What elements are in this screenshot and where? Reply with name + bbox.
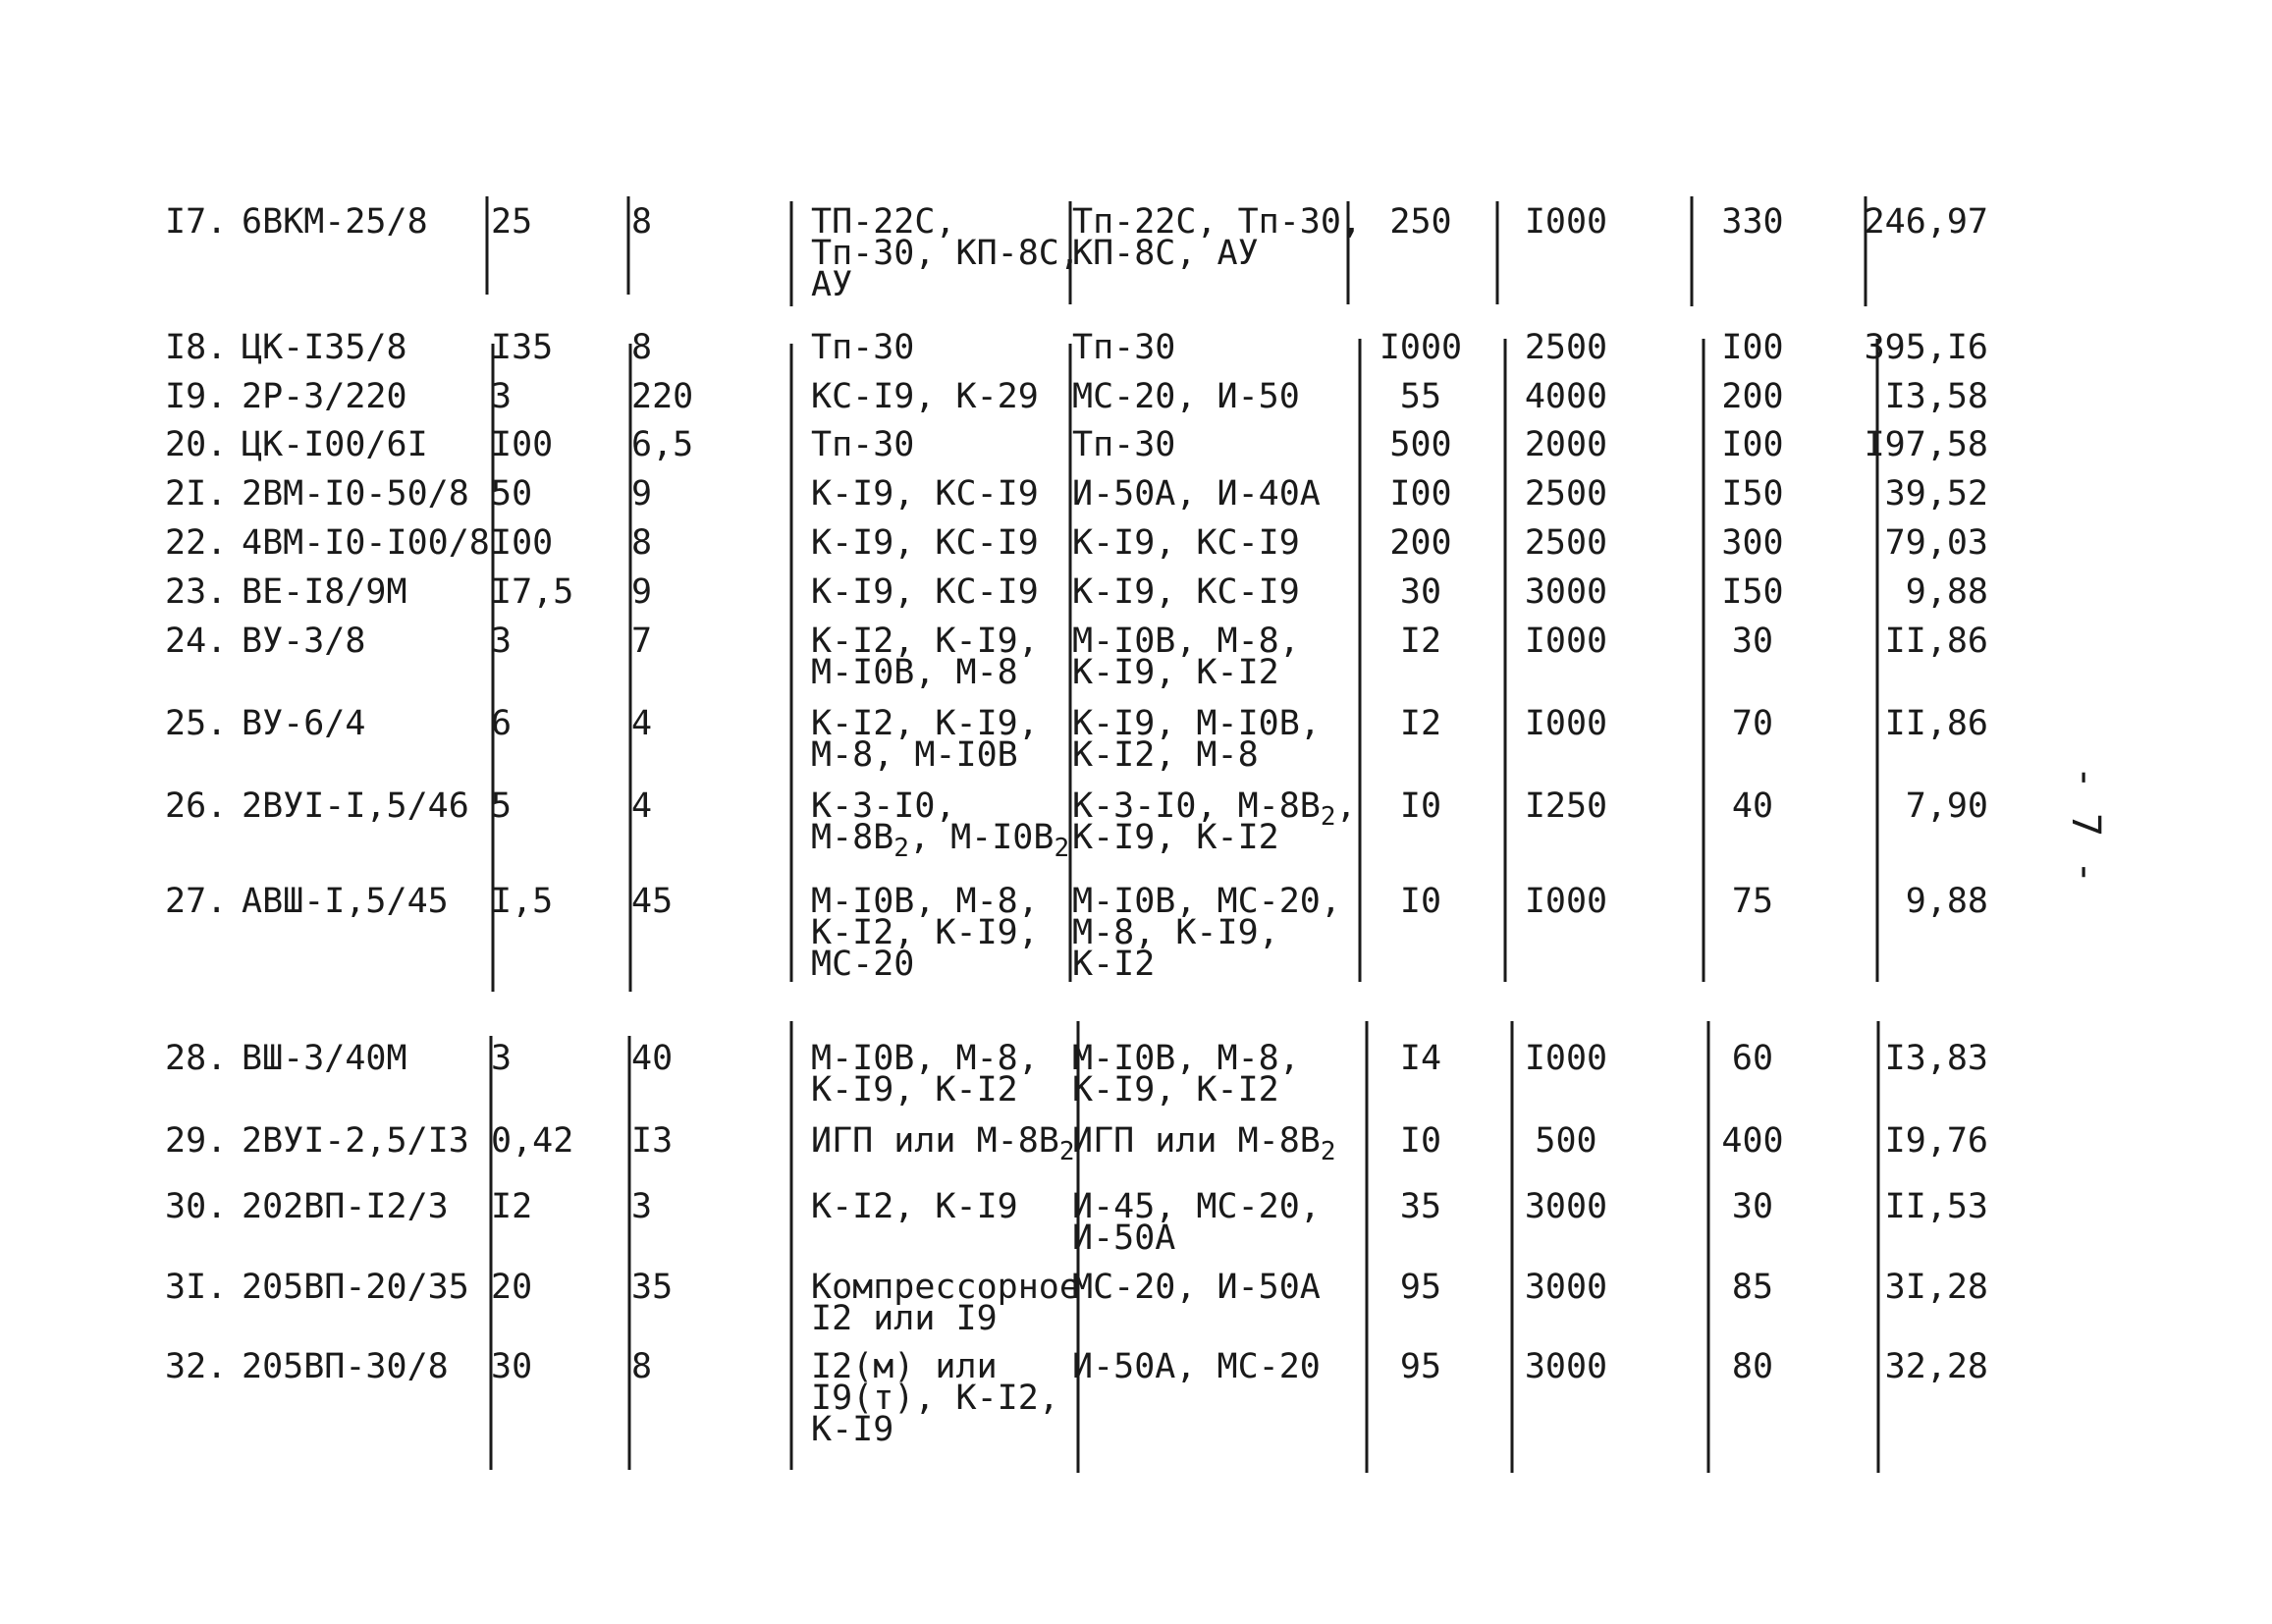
row-number: 22. <box>165 523 228 563</box>
value-col9: 330 <box>1721 202 1784 242</box>
pressure-value: 3 <box>631 1187 653 1226</box>
value-col7: I000 <box>1379 328 1463 367</box>
value-col8: 3000 <box>1524 1187 1608 1226</box>
value-col7: 95 <box>1399 1268 1442 1307</box>
compressor-model: ВЕ-I8/9М <box>242 572 407 612</box>
row-number: 27. <box>165 882 228 921</box>
oil-main <box>811 474 1039 514</box>
pressure-value: 8 <box>631 1347 653 1386</box>
pressure-value: 8 <box>631 523 653 563</box>
row-number: I9. <box>165 377 228 416</box>
compressor-model: 4ВМ-I0-I00/8 <box>242 523 490 563</box>
oil-main-line: К-I9, К-I2 <box>811 1070 1018 1110</box>
capacity-value: I2 <box>491 1187 533 1226</box>
value-col9: 300 <box>1721 523 1784 563</box>
oil-main-line: К-I2, К-I9, <box>811 913 1039 952</box>
oil-main-line: КС-I9, К-29 <box>811 377 1039 416</box>
oil-main <box>811 377 1039 416</box>
oil-main-line: I2(м) или <box>811 1347 998 1386</box>
pressure-value: 7 <box>631 622 653 661</box>
compressor-model: ВШ-3/40М <box>242 1039 407 1078</box>
value-col9: 80 <box>1731 1347 1774 1386</box>
oil-main <box>811 1347 1059 1449</box>
oil-main <box>811 882 1039 984</box>
compressor-model: 2ВМ-I0-50/8 <box>242 474 469 514</box>
oil-main <box>811 1039 1039 1110</box>
row-number: 25. <box>165 704 228 743</box>
oil-main-line: К-3-I0, <box>811 786 956 826</box>
oil-main-line: К-I9, КС-I9 <box>811 474 1039 514</box>
value-col10: 32,28 <box>1884 1347 1988 1386</box>
value-col9: 30 <box>1731 1187 1774 1226</box>
value-col10: I9,76 <box>1884 1121 1988 1161</box>
oil-alternative-line: КП-8С, АУ <box>1072 234 1259 273</box>
compressor-model: 2Р-3/220 <box>242 377 407 416</box>
compressor-model: 6ВКМ-25/8 <box>242 202 428 242</box>
value-col7: I2 <box>1399 622 1442 661</box>
value-col9: I00 <box>1721 425 1784 464</box>
oil-main-line: Тп-30 <box>811 328 915 367</box>
oil-main <box>811 425 915 464</box>
oil-alternative-line: К-I9, КС-I9 <box>1072 572 1300 612</box>
pressure-value: 4 <box>631 786 653 826</box>
oil-alternative-line: М-I0В, М-8, <box>1072 622 1300 661</box>
oil-alternative <box>1072 572 1300 612</box>
oil-main-line: К-I2, К-I9, <box>811 622 1039 661</box>
oil-alternative <box>1072 704 1321 775</box>
compressor-model: ЦК-I00/6I <box>242 425 428 464</box>
compressor-model: 2ВУI-I,5/46 <box>242 786 469 826</box>
row-number: 30. <box>165 1187 228 1226</box>
pressure-value: I3 <box>631 1121 674 1161</box>
value-col7: 250 <box>1389 202 1452 242</box>
value-col9: I00 <box>1721 328 1784 367</box>
oil-alternative-line: К-I2 <box>1072 945 1156 984</box>
value-col9: 400 <box>1721 1121 1784 1161</box>
oil-alternative-line: М-I0В, МС-20, <box>1072 882 1341 921</box>
pressure-value: 35 <box>631 1268 674 1307</box>
value-col8: 3000 <box>1524 1347 1608 1386</box>
value-col8: 3000 <box>1524 572 1608 612</box>
oil-main <box>811 786 1070 863</box>
oil-alternative <box>1072 622 1300 692</box>
oil-main-line: К-I9 <box>811 1410 894 1449</box>
capacity-value: 25 <box>491 202 533 242</box>
oil-alternative-line: К-I2, М-8 <box>1072 735 1259 775</box>
value-col7: 500 <box>1389 425 1452 464</box>
capacity-value: I00 <box>491 425 554 464</box>
row-number: 29. <box>165 1121 228 1161</box>
value-col8: 2500 <box>1524 523 1608 563</box>
oil-alternative <box>1072 377 1300 416</box>
capacity-value: I35 <box>491 328 554 367</box>
oil-main <box>811 704 1039 775</box>
oil-alternative <box>1072 328 1176 367</box>
value-col8: I000 <box>1524 1039 1608 1078</box>
oil-main-line: К-I2, К-I9, <box>811 704 1039 743</box>
pressure-value: 220 <box>631 377 694 416</box>
value-col9: I50 <box>1721 572 1784 612</box>
value-col7: I0 <box>1399 882 1442 921</box>
compressor-model: 205ВП-30/8 <box>242 1347 449 1386</box>
value-col8: I000 <box>1524 704 1608 743</box>
oil-alternative-line: Тп-22С, Тп-30, <box>1072 202 1363 242</box>
row-number: 32. <box>165 1347 228 1386</box>
oil-alternative <box>1072 1039 1300 1110</box>
row-number: 2I. <box>165 474 228 514</box>
value-col7: 35 <box>1399 1187 1442 1226</box>
capacity-value: 3 <box>491 622 513 661</box>
oil-alternative <box>1072 202 1363 273</box>
value-col7: I4 <box>1399 1039 1442 1078</box>
compressor-model: 205ВП-20/35 <box>242 1268 469 1307</box>
value-col8: 3000 <box>1524 1268 1608 1307</box>
value-col9: I50 <box>1721 474 1784 514</box>
value-col10: 39,52 <box>1884 474 1988 514</box>
pressure-value: 40 <box>631 1039 674 1078</box>
value-col10: 395,I6 <box>1864 328 1988 367</box>
oil-main-line: МС-20 <box>811 945 915 984</box>
oil-main <box>811 622 1039 692</box>
pressure-value: 6,5 <box>631 425 694 464</box>
value-col8: 500 <box>1535 1121 1597 1161</box>
oil-alternative-line: Тп-30 <box>1072 328 1176 367</box>
value-col7: 30 <box>1399 572 1442 612</box>
page-number: - 7 - <box>2063 765 2109 885</box>
oil-alternative <box>1072 1187 1321 1258</box>
row-number: 26. <box>165 786 228 826</box>
value-col8: 2000 <box>1524 425 1608 464</box>
oil-main-line: $М-8В_2$, $М-I0В_2$ <box>811 818 1070 863</box>
oil-alternative <box>1072 474 1321 514</box>
value-col10: 246,97 <box>1864 202 1988 242</box>
oil-alternative-line: И-45, МС-20, <box>1072 1187 1321 1226</box>
value-col9: 200 <box>1721 377 1784 416</box>
oil-main <box>811 572 1039 612</box>
oil-alternative <box>1072 425 1176 464</box>
oil-main <box>811 328 915 367</box>
value-col7: 55 <box>1399 377 1442 416</box>
value-col9: 85 <box>1731 1268 1774 1307</box>
value-col8: 4000 <box>1524 377 1608 416</box>
oil-alternative-line: М-8, К-I9, <box>1072 913 1279 952</box>
value-col7: I0 <box>1399 1121 1442 1161</box>
value-col10: I3,58 <box>1884 377 1988 416</box>
capacity-value: I7,5 <box>491 572 574 612</box>
oil-alternative <box>1072 523 1300 563</box>
oil-alternative-line: К-I9, КС-I9 <box>1072 523 1300 563</box>
oil-main-line: М-I0В, М-8, <box>811 1039 1039 1078</box>
oil-alternative <box>1072 1268 1321 1307</box>
value-col9: 70 <box>1731 704 1774 743</box>
oil-alternative-line: И-50А, МС-20 <box>1072 1347 1321 1386</box>
oil-alternative <box>1072 1347 1321 1386</box>
row-number: 23. <box>165 572 228 612</box>
capacity-value: 3 <box>491 1039 513 1078</box>
compressor-model: 202ВП-I2/3 <box>242 1187 449 1226</box>
value-col10: 9,88 <box>1905 572 1988 612</box>
value-col9: 40 <box>1731 786 1774 826</box>
value-col7: I0 <box>1399 786 1442 826</box>
oil-main-line: М-I0В, М-8, <box>811 882 1039 921</box>
oil-main-line: М-I0В, М-8 <box>811 653 1018 692</box>
oil-alternative-line: ИГП или $М-8В_2$ <box>1072 1121 1336 1166</box>
oil-main <box>811 1187 1018 1226</box>
row-number: I8. <box>165 328 228 367</box>
oil-main <box>811 1268 1080 1338</box>
pressure-value: 8 <box>631 328 653 367</box>
pressure-value: 9 <box>631 474 653 514</box>
row-number: 3I. <box>165 1268 228 1307</box>
pressure-value: 9 <box>631 572 653 612</box>
value-col9: 30 <box>1731 622 1774 661</box>
row-number: 24. <box>165 622 228 661</box>
oil-alternative <box>1072 882 1341 984</box>
oil-alternative-line: И-50А <box>1072 1218 1176 1258</box>
value-col8: I000 <box>1524 622 1608 661</box>
capacity-value: 50 <box>491 474 533 514</box>
pressure-value: 4 <box>631 704 653 743</box>
value-col10: II,86 <box>1884 622 1988 661</box>
oil-alternative-line: Тп-30 <box>1072 425 1176 464</box>
compressor-model: ВУ-3/8 <box>242 622 366 661</box>
pressure-value: 8 <box>631 202 653 242</box>
compressor-model: ВУ-6/4 <box>242 704 366 743</box>
oil-main-line: Тп-30, КП-8С, <box>811 234 1080 273</box>
oil-alternative-line: М-I0В, М-8, <box>1072 1039 1300 1078</box>
oil-alternative-line: К-3-I0, $М-8В_2$, <box>1072 786 1357 832</box>
capacity-value: 20 <box>491 1268 533 1307</box>
compressor-model: АВШ-I,5/45 <box>242 882 449 921</box>
capacity-value: 0,42 <box>491 1121 574 1161</box>
row-number: 20. <box>165 425 228 464</box>
value-col8: I250 <box>1524 786 1608 826</box>
value-col10: 79,03 <box>1884 523 1988 563</box>
compressor-model: ЦК-I35/8 <box>242 328 407 367</box>
oil-main-line: I2 или I9 <box>811 1299 998 1338</box>
oil-main-line: ТП-22С, <box>811 202 956 242</box>
oil-main-line: К-I9, КС-I9 <box>811 523 1039 563</box>
capacity-value: 3 <box>491 377 513 416</box>
pressure-value: 45 <box>631 882 674 921</box>
value-col9: 60 <box>1731 1039 1774 1078</box>
oil-main <box>811 202 1080 304</box>
capacity-value: 5 <box>491 786 513 826</box>
value-col10: 3I,28 <box>1884 1268 1988 1307</box>
value-col7: 200 <box>1389 523 1452 563</box>
compressor-model: 2ВУI-2,5/I3 <box>242 1121 469 1161</box>
value-col10: II,86 <box>1884 704 1988 743</box>
oil-main-line: АУ <box>811 265 853 304</box>
oil-alternative <box>1072 1121 1336 1166</box>
value-col10: 7,90 <box>1905 786 1988 826</box>
oil-main <box>811 1121 1075 1166</box>
value-col10: 9,88 <box>1905 882 1988 921</box>
value-col7: 95 <box>1399 1347 1442 1386</box>
row-number: I7. <box>165 202 228 242</box>
row-number: 28. <box>165 1039 228 1078</box>
capacity-value: 6 <box>491 704 513 743</box>
oil-alternative-line: К-I9, М-I0В, <box>1072 704 1321 743</box>
value-col8: 2500 <box>1524 328 1608 367</box>
oil-alternative <box>1072 786 1357 857</box>
oil-main-line: К-I9, КС-I9 <box>811 572 1039 612</box>
oil-main-line: К-I2, К-I9 <box>811 1187 1018 1226</box>
value-col9: 75 <box>1731 882 1774 921</box>
oil-alternative-line: К-I9, К-I2 <box>1072 653 1279 692</box>
oil-alternative-line: К-I9, К-I2 <box>1072 1070 1279 1110</box>
value-col7: I2 <box>1399 704 1442 743</box>
value-col10: I3,83 <box>1884 1039 1988 1078</box>
oil-main-line: Тп-30 <box>811 425 915 464</box>
value-col8: I000 <box>1524 882 1608 921</box>
oil-main-line: Компрессорное <box>811 1268 1080 1307</box>
oil-main-line: I9(т), К-I2, <box>811 1379 1059 1418</box>
value-col8: I000 <box>1524 202 1608 242</box>
oil-main-line: М-8, М-I0В <box>811 735 1018 775</box>
oil-alternative-line: К-I9, К-I2 <box>1072 818 1279 857</box>
capacity-value: I,5 <box>491 882 554 921</box>
oil-alternative-line: И-50А, И-40А <box>1072 474 1321 514</box>
value-col7: I00 <box>1389 474 1452 514</box>
value-col10: II,53 <box>1884 1187 1988 1226</box>
oil-alternative-line: МС-20, И-50 <box>1072 377 1300 416</box>
oil-main <box>811 523 1039 563</box>
value-col8: 2500 <box>1524 474 1608 514</box>
capacity-value: I00 <box>491 523 554 563</box>
value-col10: I97,58 <box>1864 425 1988 464</box>
oil-alternative-line: МС-20, И-50А <box>1072 1268 1321 1307</box>
oil-main-line: ИГП или $М-8В_2$ <box>811 1121 1075 1166</box>
capacity-value: 30 <box>491 1347 533 1386</box>
